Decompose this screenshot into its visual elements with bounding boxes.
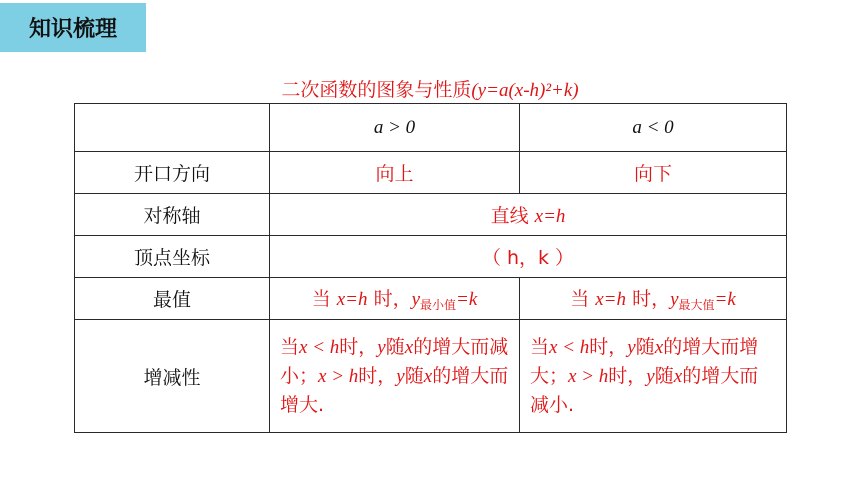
vertex-value: （ h，k ） xyxy=(270,236,787,278)
section-title: 知识梳理 xyxy=(0,3,146,52)
row-vertex xyxy=(75,236,787,278)
caption-formula: (y=a(x-h)²+k) xyxy=(471,80,579,101)
row-monotonic xyxy=(75,320,787,433)
direction-positive: 向上 xyxy=(270,152,520,194)
header-a-negative: a < 0 xyxy=(520,104,787,152)
extreme-positive: 当 x=h 时，$y_{最小值}=k$ xyxy=(270,278,520,320)
table-header-row xyxy=(75,104,787,152)
properties-table xyxy=(74,103,787,433)
monotonic-negative: 当x < h时，y随x的增大而增大；x > h时，y随x的增大而减小. xyxy=(520,320,787,433)
row-axis xyxy=(75,194,787,236)
row-label-vertex: 顶点坐标 xyxy=(75,236,270,278)
row-label-axis: 对称轴 xyxy=(75,194,270,236)
row-label-monotonic: 增减性 xyxy=(75,320,270,433)
axis-text: 直线 xyxy=(490,205,529,227)
axis-formula: x=h xyxy=(534,206,566,227)
row-extreme xyxy=(75,278,787,320)
header-a-positive: a > 0 xyxy=(270,104,520,152)
extreme-negative: 当 x=h 时，$y_{最大值}=k$ xyxy=(520,278,787,320)
monotonic-positive: 当x < h时，y随x的增大而减小；x > h时，y随x的增大而增大. xyxy=(270,320,520,433)
direction-negative: 向下 xyxy=(520,152,787,194)
row-label-extreme: 最值 xyxy=(75,278,270,320)
row-direction xyxy=(75,152,787,194)
axis-value xyxy=(270,194,787,236)
row-label-direction: 开口方向 xyxy=(75,152,270,194)
corner-cell xyxy=(75,104,270,152)
table-caption xyxy=(0,75,860,102)
caption-text: 二次函数的图象与性质 xyxy=(281,79,472,101)
